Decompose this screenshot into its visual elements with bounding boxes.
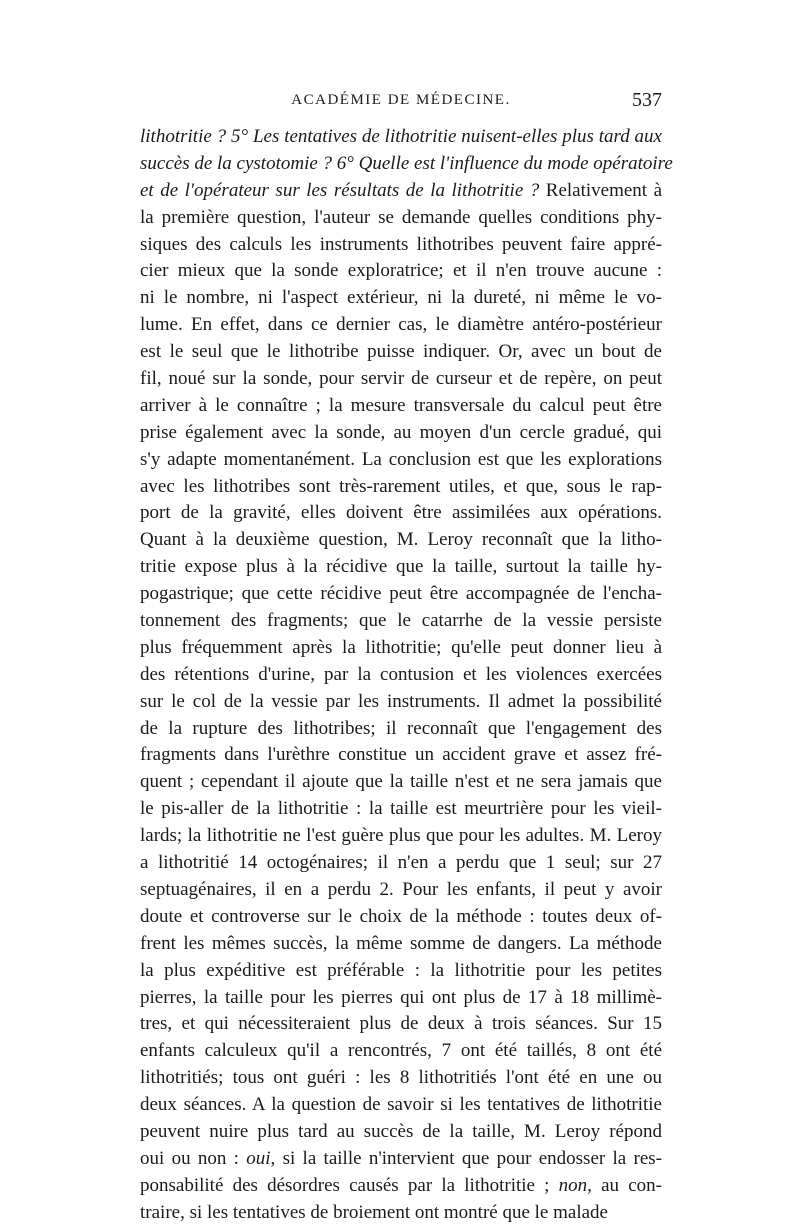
text-line [140,877,662,904]
text-run: tres, et qui nécessiteraient plus de deux à trois séances. Sur 15 [140,1013,662,1035]
text-line [140,554,662,581]
text-run: tonnement des fragments; que le catarrhe de la vessie persiste [140,610,662,632]
text-run: port de la gravité, elles doivent être assimilées aux opérations. [140,502,662,524]
text-run: cier mieux que la sonde exploratrice; et il n'en trouve aucune : [140,260,662,282]
text-line [140,366,662,393]
page-number: 537 [632,89,662,111]
text-line [140,796,662,823]
text-line [140,769,662,796]
text-run: est le seul que le lithotribe puisse indiquer. Or, avec un bout de [140,341,662,363]
text-run: a lithotritié 14 octogénaires; il n'en a perdu que 1 seul; sur 27 [140,852,662,874]
text-line [140,151,673,178]
text-run: , au con- [587,1174,662,1196]
text-run: lume. En effet, dans ce dernier cas, le diamètre antéro-postérieur [140,314,662,336]
text-line [140,904,662,931]
text-line [140,689,662,716]
text-line [140,527,662,554]
text-run: , si la taille n'intervient que pour endosser la res- [270,1147,662,1169]
running-title: ACADÉMIE DE MÉDECINE. [291,92,511,108]
text-line [140,1119,662,1146]
text-run: doute et controverse sur le choix de la méthode : toutes deux of- [140,905,662,927]
text-line [140,285,662,312]
text-line [140,258,662,285]
text-line [140,1173,662,1200]
page-header [140,89,662,120]
text-line [140,662,662,689]
text-line [140,474,662,501]
text-run: s'y adapte momentanément. La conclusion est que les explorations [140,448,662,470]
text-line [140,608,662,635]
text-line [140,635,662,662]
text-run: enfants calculeux qu'il a rencontrés, 7 ont été taillés, 8 ont été [140,1040,662,1062]
text-line [140,205,662,232]
text-run: arriver à le connaître ; la mesure transversale du calcul peut être [140,394,662,416]
text-line [140,420,662,447]
text-line [140,958,662,985]
text-run: traire, si les tentatives de broiement ont montré que le malade [140,1201,608,1223]
text-run: de la rupture des lithotribes; il reconnaît que l'engagement des [140,717,662,739]
text-run: plus fréquemment après la lithotritie; qu'elle peut donner lieu à [140,636,662,658]
text-run: ni le nombre, ni l'aspect extérieur, ni la dureté, ni même le vo- [140,287,662,309]
text-run: lithotritiés; tous ont guéri : les 8 lithotritiés l'ont été en une ou [140,1067,662,1089]
text-run: lards; la lithotritie ne l'est guère plus que pour les adultes. M. Leroy [140,825,662,847]
italic-text: et de l'opérateur sur les résultats de la lithotritie ? [140,179,540,201]
text-line [140,447,662,474]
text-run: prise également avec la sonde, au moyen d'un cercle gradué, qui [140,421,662,443]
text-run: quent ; cependant il ajoute que la taille n'est et ne sera jamais que [140,771,662,793]
text-line [140,742,662,769]
text-run: septuagénaires, il en a perdu 2. Pour les enfants, il peut y avoir [140,878,662,900]
text-line [140,823,662,850]
text-run: siques des calculs les instruments lithotribes peuvent faire appré- [140,233,662,255]
text-run: frent les mêmes succès, la même somme de dangers. La méthode [140,932,662,954]
italic-text: lithotritie ? 5° Les tentatives de lithotritie nuisent-elles plus tard aux [140,126,662,147]
text-run: Quant à la deuxième question, M. Leroy reconnaît que la litho- [140,529,662,551]
text-run: oui ou non : [140,1147,247,1169]
text-line [140,931,662,958]
text-line [140,500,662,527]
body-text [140,124,673,1227]
text-line [140,581,662,608]
text-line [140,1200,662,1227]
text-run: pierres, la taille pour les pierres qui ont plus de 17 à 18 millimè- [140,986,662,1008]
text-run: deux séances. A la question de savoir si les tentatives de lithotritie [140,1094,662,1116]
text-run: avec les lithotribes sont très-rarement utiles, et que, sous le rap- [140,475,662,497]
text-run: fil, noué sur la sonde, pour servir de curseur et de repère, on peut [140,368,662,390]
text-line [140,1092,662,1119]
text-run: la première question, l'auteur se demande quelles conditions phy- [140,206,662,228]
text-run: ponsabilité des désordres causés par la lithotritie ; [140,1174,559,1196]
text-line [140,339,662,366]
text-line [140,393,662,420]
text-run: Relativement à [539,179,662,201]
text-line [140,178,662,205]
text-line [140,312,662,339]
text-run: des rétentions d'urine, par la contusion et les violences exercées [140,663,662,685]
text-line [140,1011,662,1038]
text-line [140,232,662,259]
text-run: fragments dans l'urèthre constitue un accident grave et assez fré- [140,744,662,766]
text-line [140,1038,662,1065]
text-run: le pis-aller de la lithotritie : la taille est meurtrière pour les vieil- [140,798,662,820]
text-run: pogastrique; que cette récidive peut être accompagnée de l'encha- [140,583,662,605]
text-line [140,985,662,1012]
italic-text: oui [246,1147,271,1169]
text-run: sur le col de la vessie par les instruments. Il admet la possibilité [140,690,662,712]
italic-text: non [558,1174,588,1196]
text-line [140,1146,662,1173]
text-line [140,124,662,151]
text-line [140,1065,662,1092]
text-line [140,716,662,743]
text-line [140,850,662,877]
text-run: la plus expéditive est préférable : la lithotritie pour les petites [140,959,662,981]
italic-text: succès de la cystotomie ? 6° Quelle est l'influence du mode opératoire [140,152,673,174]
text-run: tritie expose plus à la récidive que la taille, surtout la taille hy- [140,556,662,578]
text-run: peuvent nuire plus tard au succès de la taille, M. Leroy répond [140,1120,662,1142]
